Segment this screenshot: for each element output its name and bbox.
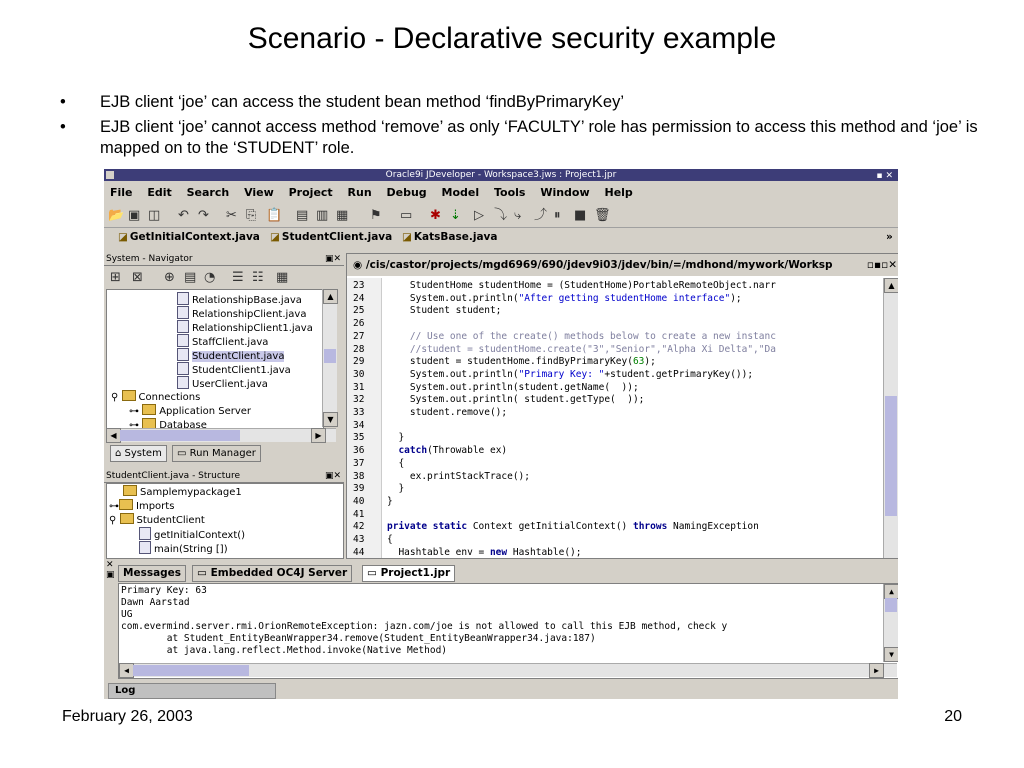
stop-icon[interactable]: ■	[574, 208, 587, 223]
code-line: System.out.println("After getting studentHome interface");	[387, 292, 742, 304]
file-tabs	[104, 227, 898, 249]
tree-label: getInitialContext()	[154, 530, 246, 541]
line-number: 27	[353, 330, 365, 342]
scroll-down-icon[interactable]: ▼	[884, 647, 898, 662]
line-number: 35	[353, 432, 365, 444]
run-manager-icon[interactable]: ▭	[400, 208, 413, 223]
log-line: com.evermind.server.rmi.OrionRemoteException: jazn.com/joe is not allowed to call this EJB method, check y	[121, 621, 728, 632]
properties-icon[interactable]: ▤	[184, 270, 197, 285]
trash-icon[interactable]: 🗑	[594, 208, 611, 223]
rebuild-icon[interactable]: ▥	[316, 208, 329, 223]
method-icon	[139, 541, 151, 554]
line-number: 30	[353, 368, 365, 380]
pause-icon[interactable]: ⏸	[554, 208, 561, 223]
log-hscroll[interactable]	[119, 663, 897, 677]
open-icon[interactable]: 📂	[108, 208, 125, 223]
step-out-icon[interactable]: ⤴	[534, 208, 548, 223]
log-tabs	[118, 565, 898, 581]
navigator-vscroll[interactable]	[322, 289, 337, 427]
server-icon: ▭	[197, 567, 211, 579]
expand-toggle-icon[interactable]: ⊶	[129, 420, 143, 429]
tree-label: main(String [])	[154, 544, 228, 555]
make-icon[interactable]: ▤	[296, 208, 309, 223]
code-line: Student student;	[387, 305, 502, 317]
code-line: }	[387, 483, 405, 495]
scroll-thumb[interactable]	[133, 665, 249, 676]
expand-toggle-icon[interactable]: ⚲	[109, 515, 120, 526]
line-number: 44	[353, 546, 365, 558]
tree-label: StudentClient1.java	[192, 365, 291, 376]
tree-label: StaffClient.java	[192, 337, 269, 348]
package-icon	[123, 485, 137, 496]
log-line: UG	[121, 609, 133, 620]
menu-search[interactable]: Search	[186, 186, 230, 199]
deploy-icon[interactable]: ▦	[336, 208, 349, 223]
tab-katsbase[interactable]	[402, 231, 497, 243]
menu-file[interactable]: File	[110, 186, 133, 199]
log-line: at java.lang.reflect.Method.invoke(Native Method)	[121, 645, 448, 656]
log-float-icon[interactable]: ▣	[106, 570, 115, 580]
scroll-left-icon[interactable]: ◀	[119, 663, 134, 678]
line-number: 28	[353, 343, 365, 355]
code-line: student.remove();	[387, 407, 508, 418]
menu-edit[interactable]: Edit	[147, 186, 172, 199]
line-number: 34	[353, 419, 365, 431]
code-line: // Use one of the create() methods below to create a new instanc	[387, 330, 776, 342]
scroll-thumb[interactable]	[885, 598, 897, 612]
line-number: 36	[353, 445, 365, 457]
window-controls	[876, 170, 896, 182]
bullet-list	[60, 92, 980, 163]
scroll-thumb[interactable]	[324, 349, 336, 363]
menu-window[interactable]: Window	[540, 186, 590, 199]
tab-label: KatsBase.java	[413, 231, 498, 243]
tab-embedded-oc4j[interactable]	[192, 565, 352, 582]
menu-view[interactable]: View	[244, 186, 274, 199]
code-line: {	[387, 534, 393, 545]
structure-header	[104, 470, 344, 483]
footer-date: February 26, 2003	[62, 708, 193, 725]
java-file-icon	[177, 292, 189, 305]
expand-toggle-icon[interactable]: ⊶	[129, 406, 143, 417]
scroll-up-icon[interactable]: ▲	[884, 584, 898, 599]
java-file-icon	[177, 320, 189, 333]
tree-label: Connections	[138, 392, 201, 403]
debug-icon[interactable]: ✱	[430, 208, 441, 223]
panel-close-icon[interactable]: ▣✕	[324, 254, 341, 264]
tab-label: GetInitialContext.java	[129, 231, 260, 243]
slide-title: Scenario - Declarative security example	[247, 22, 777, 55]
connections-icon	[122, 390, 136, 401]
code-area[interactable]	[387, 278, 879, 558]
code-line: Hashtable env = new Hashtable();	[387, 546, 582, 558]
log-line: at Student_EntityBeanWrapper34.remove(Student_EntityBeanWrapper34.java:187)	[121, 633, 596, 644]
line-number: 37	[353, 457, 365, 469]
panel-close-icon[interactable]: ▣✕	[324, 471, 341, 481]
code-line: private static Context getInitialContext() throws NamingException	[387, 521, 759, 533]
log-vscroll[interactable]	[883, 584, 898, 662]
line-number: 29	[353, 356, 365, 368]
menu-bar	[104, 183, 898, 203]
line-number: 38	[353, 470, 365, 482]
bullet-text: EJB client ‘joe’ cannot access method ‘remove’ as only ‘FACULTY’ role has permission to access this method and ‘joe’ is mapped on to the ‘STUDENT’ role.	[100, 118, 978, 157]
scroll-right-icon[interactable]: ▶	[311, 428, 326, 443]
code-line: }	[387, 432, 405, 444]
code-line: System.out.println( student.getType( ));	[387, 394, 645, 406]
tab-label: StudentClient.java	[281, 231, 393, 243]
line-number: 32	[353, 394, 365, 406]
run-manager-icon: ▭	[177, 448, 190, 459]
server-icon	[142, 404, 156, 415]
line-number: 24	[353, 292, 365, 304]
tree-item[interactable]	[123, 485, 242, 500]
java-file-icon	[177, 306, 189, 319]
class-icon	[120, 513, 134, 524]
scroll-down-icon[interactable]: ▼	[323, 412, 338, 427]
editor-path: /cis/castor/projects/mgd6969/690/jdev9i03/jdev/bin/=/mdhond/mywork/Worksp	[365, 259, 833, 271]
save-all-icon[interactable]: ◫	[148, 208, 161, 223]
redo-icon[interactable]: ↷	[198, 208, 209, 223]
tab-label: Run Manager	[189, 448, 256, 459]
log-line: Primary Key: 63	[121, 585, 207, 596]
remove-icon[interactable]: ⊠	[132, 270, 143, 285]
log-status-label: Log	[108, 683, 276, 699]
line-number: 43	[353, 534, 365, 545]
tab-getinitialcontext[interactable]	[118, 231, 260, 243]
step-into-icon[interactable]: ⤷	[514, 208, 522, 223]
navigator-title: System - Navigator	[106, 254, 193, 264]
system-menu-icon[interactable]	[106, 171, 114, 179]
menu-model[interactable]: Model	[441, 186, 480, 199]
navigator-header	[104, 253, 344, 266]
code-line: System.out.println(student.getName( ));	[387, 381, 639, 393]
add-icon[interactable]: ⊕	[164, 270, 175, 285]
tree-label: Application Server	[159, 406, 252, 417]
code-editor	[346, 253, 898, 559]
bullet-text: EJB client ‘joe’ can access the student bean method ‘findByPrimaryKey’	[100, 93, 624, 111]
save-icon[interactable]: ▣	[128, 208, 141, 223]
tab-label: Project1.jpr	[380, 567, 451, 579]
code-line: student = studentHome.findByPrimaryKey(63);	[387, 356, 656, 368]
bullet-item	[60, 92, 980, 113]
structure-title: StudentClient.java - Structure	[106, 471, 241, 481]
line-number: 33	[353, 407, 365, 418]
line-number: 39	[353, 483, 365, 495]
step-icon[interactable]: ⇣	[450, 208, 461, 223]
resume-icon[interactable]: ▷	[474, 208, 484, 223]
run-icon[interactable]: ⚑	[370, 208, 382, 223]
window-titlebar	[104, 169, 898, 181]
code-line: StudentHome studentHome = (StudentHome)PortableRemoteObject.narr	[387, 280, 776, 291]
editor-vscroll[interactable]	[883, 278, 898, 558]
tree-item[interactable]	[111, 390, 200, 405]
line-number-gutter	[347, 278, 382, 558]
tab-messages[interactable]: Messages	[118, 565, 186, 582]
editor-window-controls[interactable]: ▫▪▫✕	[867, 254, 897, 276]
ide-window	[104, 169, 898, 699]
tree-label: RelationshipClient1.java	[192, 323, 313, 334]
scroll-right-icon[interactable]: ▶	[869, 663, 884, 678]
tree-label: UserClient.java	[192, 379, 268, 390]
navigator-tree	[106, 289, 324, 429]
copy-icon[interactable]: ⎘	[246, 208, 257, 223]
navigator-hscroll[interactable]	[106, 428, 336, 442]
view-icon[interactable]: ▦	[276, 270, 289, 285]
expand-toggle-icon[interactable]: ⚲	[111, 392, 122, 403]
refresh-icon[interactable]: ◔	[204, 270, 216, 285]
window-title: Oracle9i JDeveloper - Workspace3.jws : Project1.jpr	[385, 170, 617, 180]
line-number: 40	[353, 495, 365, 507]
code-line: }	[387, 495, 393, 507]
scroll-thumb[interactable]	[885, 396, 897, 516]
line-number: 41	[353, 508, 365, 520]
tab-label: System	[124, 448, 162, 459]
navigator-tabs	[104, 445, 344, 463]
bullet-item	[60, 117, 980, 159]
java-file-icon: ◉	[353, 259, 366, 271]
method-icon	[139, 527, 151, 540]
scroll-up-icon[interactable]: ▲	[323, 289, 338, 304]
java-file-icon: ◪	[402, 231, 412, 243]
java-file-icon	[177, 376, 189, 389]
menu-help[interactable]: Help	[604, 186, 633, 199]
menu-project[interactable]: Project	[288, 186, 333, 199]
java-file-icon	[177, 348, 189, 361]
filter-icon[interactable]: ☷	[252, 270, 264, 285]
line-number: 25	[353, 305, 365, 317]
structure-tree	[106, 483, 344, 559]
java-file-icon: ◪	[270, 231, 280, 243]
code-line: {	[387, 457, 405, 469]
paste-icon[interactable]: 📋	[266, 208, 283, 223]
code-line: //student = studentHome.create("3","Senior","Alpha Xi Delta","Da	[387, 343, 776, 355]
close-icon[interactable]: ✕	[885, 171, 896, 181]
undo-icon[interactable]: ↶	[178, 208, 189, 223]
log-close-icon[interactable]: ✕	[106, 560, 114, 570]
editor-path-bar	[347, 254, 898, 276]
scroll-left-icon[interactable]: ◀	[106, 428, 121, 443]
scroll-up-icon[interactable]: ▲	[884, 278, 898, 293]
navigator-toolbar	[104, 267, 344, 287]
tree-label: Imports	[136, 501, 175, 512]
maximize-icon[interactable]: ▪	[876, 171, 886, 181]
code-line: System.out.println("Primary Key: "+student.getPrimaryKey());	[387, 368, 754, 380]
java-file-icon	[177, 334, 189, 347]
tab-project1[interactable]	[362, 565, 455, 582]
tree-label: Samplemypackage1	[140, 487, 242, 498]
tree-item[interactable]	[129, 404, 251, 419]
tree-item[interactable]	[109, 499, 174, 514]
log-panel	[104, 560, 898, 699]
tab-system[interactable]	[110, 445, 167, 462]
tree-label: StudentClient.java	[192, 351, 285, 362]
tree-label: RelationshipBase.java	[192, 295, 302, 306]
sort-icon[interactable]: ☰	[232, 270, 244, 285]
tree-label: StudentClient	[136, 515, 205, 526]
line-number: 31	[353, 381, 365, 393]
tab-studentclient[interactable]	[270, 231, 392, 243]
tree-item[interactable]	[139, 541, 228, 557]
more-tabs-button[interactable]: »	[886, 231, 893, 243]
cut-icon[interactable]: ✂	[226, 208, 237, 223]
new-icon[interactable]: ⊞	[110, 270, 121, 285]
code-line: catch(Throwable ex)	[398, 445, 508, 457]
java-file-icon	[177, 362, 189, 375]
page-number: 20	[944, 708, 962, 725]
project-icon: ▭	[367, 567, 381, 579]
tree-label: RelationshipClient.java	[192, 309, 307, 320]
code-line: ex.printStackTrace();	[387, 470, 530, 482]
system-icon: ⌂	[115, 448, 125, 459]
step-over-icon[interactable]: ⤵	[494, 208, 508, 223]
tab-label: Embedded OC4J Server	[210, 567, 348, 579]
main-toolbar	[104, 205, 898, 228]
log-output[interactable]	[118, 583, 898, 679]
log-line: Dawn Aarstad	[121, 597, 190, 608]
menu-run[interactable]: Run	[347, 186, 372, 199]
scroll-thumb[interactable]	[120, 430, 240, 441]
menu-tools[interactable]: Tools	[493, 186, 526, 199]
expand-toggle-icon[interactable]: ⊶	[109, 501, 119, 512]
java-file-icon: ◪	[118, 231, 128, 243]
menu-debug[interactable]: Debug	[386, 186, 427, 199]
bullet-symbol: •	[60, 93, 66, 111]
line-number: 42	[353, 521, 365, 533]
tree-label: Database	[159, 420, 207, 429]
imports-icon	[119, 499, 133, 510]
tab-run-manager[interactable]	[172, 445, 261, 462]
line-number: 23	[353, 280, 365, 291]
bullet-symbol: •	[60, 118, 66, 136]
tree-item[interactable]	[109, 513, 205, 528]
line-number: 26	[353, 318, 365, 330]
